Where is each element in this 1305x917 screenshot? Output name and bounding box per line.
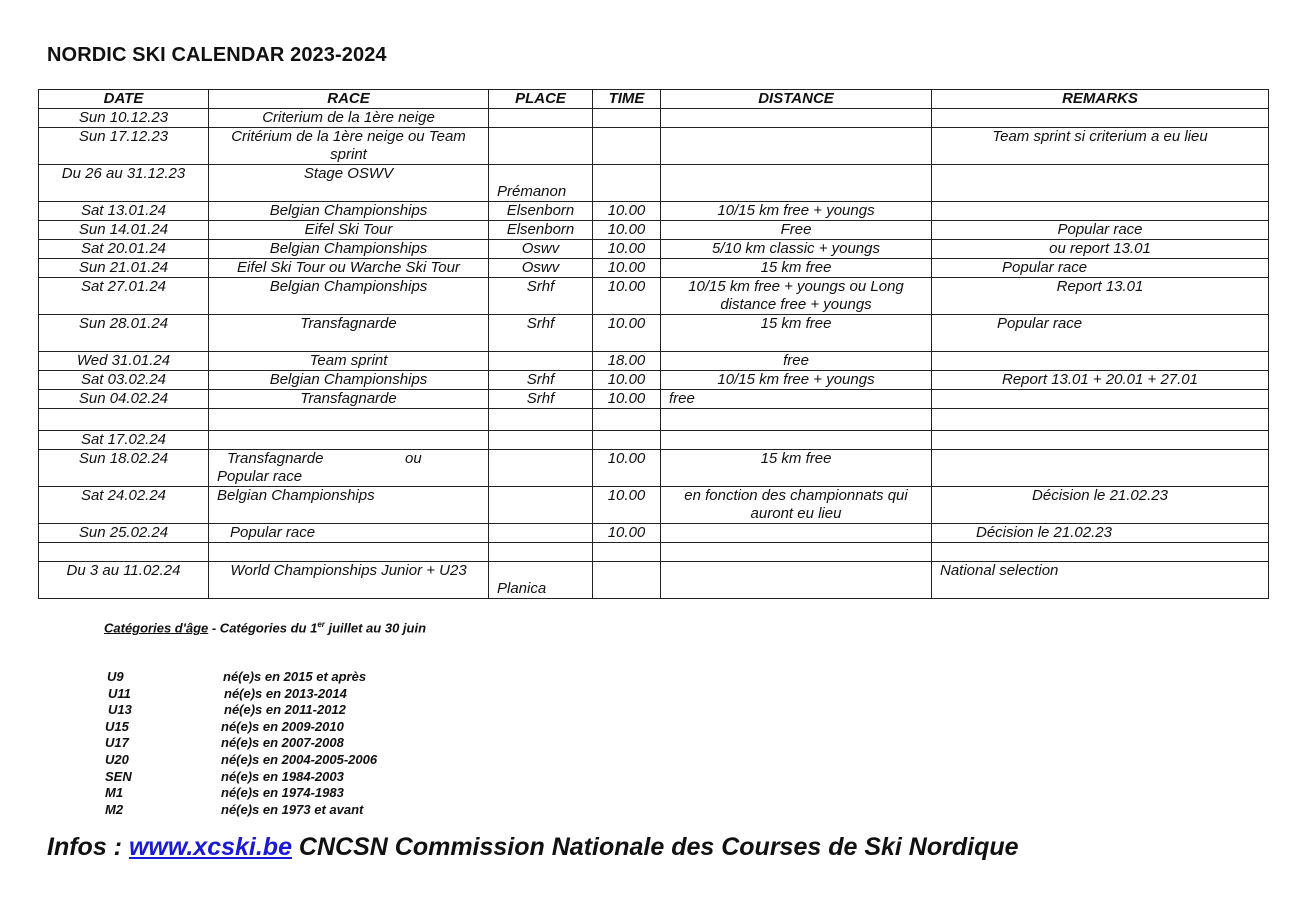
cell-distance	[661, 524, 932, 543]
category-code: U9	[107, 669, 124, 684]
cell-date	[39, 409, 209, 431]
cell-place: Srhf	[489, 371, 593, 390]
list-item	[104, 785, 377, 802]
race-name: Transfagnarde	[227, 450, 324, 467]
cell-remarks	[932, 543, 1269, 562]
cell-place: Srhf	[489, 315, 593, 352]
cell-date: Wed 31.01.24	[39, 352, 209, 371]
cell-race: Transfagnarde	[209, 315, 489, 352]
cell-time	[593, 431, 661, 450]
website-link[interactable]: www.xcski.be	[128, 833, 292, 861]
table-row	[39, 371, 1269, 390]
cell-remarks	[932, 390, 1269, 409]
cell-distance: 5/10 km classic + youngs	[661, 240, 932, 259]
race-alt: Popular race	[217, 468, 303, 485]
cell-time	[593, 109, 661, 128]
cell-remarks	[932, 431, 1269, 450]
table-row	[39, 259, 1269, 278]
cell-date: Sun 18.02.24	[39, 450, 209, 487]
cell-date: Sun 10.12.23	[39, 109, 209, 128]
cell-place: Planica	[489, 562, 593, 599]
table-row	[39, 109, 1269, 128]
cell-date: Sun 17.12.23	[39, 128, 209, 165]
category-code: M1	[105, 785, 124, 801]
list-item	[104, 686, 377, 703]
cell-place: Elsenborn	[489, 202, 593, 221]
page-title: NORDIC SKI CALENDAR 2023-2024	[47, 44, 387, 66]
cell-distance: free	[661, 352, 932, 371]
category-code: M2	[105, 801, 124, 817]
header-date: DATE	[39, 90, 209, 109]
categories-title-underlined: Catégories d'âge	[104, 620, 209, 636]
category-text: né(e)s en 2004-2005-2006	[221, 751, 378, 767]
cell-distance	[661, 128, 932, 165]
cell-place	[489, 352, 593, 371]
cell-remarks: Report 13.01	[932, 278, 1269, 315]
header-race: RACE	[209, 90, 489, 109]
category-code: SEN	[105, 768, 132, 784]
cell-distance: free	[661, 390, 932, 409]
cell-race: Belgian Championships	[209, 371, 489, 390]
cell-distance	[661, 409, 932, 431]
cell-date: Sat 27.01.24	[39, 278, 209, 315]
table-row	[39, 543, 1269, 562]
race-or: ou	[405, 450, 422, 467]
cell-distance: 10/15 km free + youngs	[661, 371, 932, 390]
cell-place	[489, 109, 593, 128]
cell-time: 10.00	[593, 371, 661, 390]
header-time: TIME	[593, 90, 661, 109]
header-remarks: REMARKS	[932, 90, 1269, 109]
cell-race	[209, 431, 489, 450]
cell-time: 10.00	[593, 259, 661, 278]
cell-remarks: Popular race	[932, 221, 1269, 240]
table-row	[39, 128, 1269, 165]
cell-race: Belgian Championships	[209, 487, 489, 524]
cell-time	[593, 409, 661, 431]
cell-remarks	[932, 202, 1269, 221]
cell-distance	[661, 562, 932, 599]
table-row	[39, 524, 1269, 543]
cell-time	[593, 128, 661, 165]
cell-time: 10.00	[593, 487, 661, 524]
cell-place: Prémanon	[489, 165, 593, 202]
list-item	[104, 702, 377, 719]
header-distance: DISTANCE	[661, 90, 932, 109]
cell-time: 10.00	[593, 315, 661, 352]
cell-place: Oswv	[489, 259, 593, 278]
cell-date: Sun 25.02.24	[39, 524, 209, 543]
cell-remarks	[932, 450, 1269, 487]
cell-place	[489, 543, 593, 562]
cell-time	[593, 562, 661, 599]
cell-remarks: Popular race	[932, 315, 1269, 352]
cell-distance: 10/15 km free + youngs ou Long distance free + youngs	[661, 278, 932, 315]
cell-remarks: Popular race	[932, 259, 1269, 278]
category-text: né(e)s en 1974-1983	[221, 785, 344, 801]
category-code: U20	[105, 751, 129, 767]
cell-place	[489, 128, 593, 165]
cell-date	[39, 543, 209, 562]
list-item	[104, 802, 377, 819]
cell-date: Sat 13.01.24	[39, 202, 209, 221]
cell-place	[489, 450, 593, 487]
cell-distance	[661, 165, 932, 202]
categories-title-end: juillet au 30 juin	[324, 620, 427, 636]
cell-race	[209, 543, 489, 562]
cell-date: Sat 17.02.24	[39, 431, 209, 450]
category-text: né(e)s en 2007-2008	[221, 735, 344, 751]
cell-time: 10.00	[593, 524, 661, 543]
cell-date: Sat 24.02.24	[39, 487, 209, 524]
cell-remarks: ou report 13.01	[932, 240, 1269, 259]
cell-place: Srhf	[489, 390, 593, 409]
cell-remarks: Décision le 21.02.23	[932, 524, 1269, 543]
cell-distance	[661, 109, 932, 128]
cell-race: Belgian Championships	[209, 278, 489, 315]
cell-remarks: Décision le 21.02.23	[932, 487, 1269, 524]
categories-title-rest: - Catégories du 1	[208, 620, 318, 636]
cell-remarks: Team sprint si criterium a eu lieu	[932, 128, 1269, 165]
cell-place: Oswv	[489, 240, 593, 259]
cell-date: Sat 03.02.24	[39, 371, 209, 390]
cell-place	[489, 524, 593, 543]
cell-place	[489, 487, 593, 524]
cell-date: Du 26 au 31.12.23	[39, 165, 209, 202]
cell-remarks	[932, 352, 1269, 371]
category-text: né(e)s en 2011-2012	[224, 702, 346, 718]
list-item	[104, 735, 377, 752]
cell-race: Popular race	[209, 524, 489, 543]
category-code: U13	[108, 702, 132, 718]
cell-race: Critérium de la 1ère neige ou Team sprint	[209, 128, 489, 165]
cell-time: 10.00	[593, 278, 661, 315]
calendar-table	[38, 89, 1269, 599]
cell-remarks	[932, 409, 1269, 431]
cell-time: 10.00	[593, 240, 661, 259]
category-text: né(e)s en 2009-2010	[221, 718, 344, 734]
list-item	[104, 752, 377, 769]
cell-remarks	[932, 109, 1269, 128]
footer-suffix: CNCSN Commission Nationale des Courses de Ski Nordique	[291, 833, 1019, 861]
table-row	[39, 352, 1269, 371]
category-code: U15	[105, 718, 129, 734]
table-row	[39, 390, 1269, 409]
cell-distance: 15 km free	[661, 315, 932, 352]
cell-race: Team sprint	[209, 352, 489, 371]
cell-race: Stage OSWV	[209, 165, 489, 202]
cell-race: Criterium de la 1ère neige	[209, 109, 489, 128]
category-code: U11	[108, 685, 131, 701]
table-row	[39, 240, 1269, 259]
header-place: PLACE	[489, 90, 593, 109]
cell-remarks: Report 13.01 + 20.01 + 27.01	[932, 371, 1269, 390]
cell-time: 18.00	[593, 352, 661, 371]
list-item	[104, 719, 377, 736]
cell-distance: en fonction des championnats qui auront eu lieu	[661, 487, 932, 524]
list-item	[104, 769, 377, 786]
cell-race: Belgian Championships	[209, 240, 489, 259]
table-row	[39, 409, 1269, 431]
cell-date: Sun 28.01.24	[39, 315, 209, 352]
category-text: né(e)s en 2015 et après	[223, 669, 367, 684]
cell-distance: Free	[661, 221, 932, 240]
cell-distance	[661, 543, 932, 562]
cell-time: 10.00	[593, 221, 661, 240]
cell-distance: 15 km free	[661, 450, 932, 487]
cell-race	[209, 450, 489, 487]
list-item	[104, 669, 377, 686]
cell-distance: 10/15 km free + youngs	[661, 202, 932, 221]
cell-date: Sun 21.01.24	[39, 259, 209, 278]
table-row	[39, 487, 1269, 524]
cell-date: Sun 14.01.24	[39, 221, 209, 240]
cell-date: Du 3 au 11.02.24	[39, 562, 209, 599]
categories-title-sup: er	[317, 620, 325, 629]
cell-time: 10.00	[593, 202, 661, 221]
category-code: U17	[105, 735, 129, 751]
table-row	[39, 278, 1269, 315]
cell-distance: 15 km free	[661, 259, 932, 278]
table-row	[39, 221, 1269, 240]
table-header-row	[39, 90, 1269, 109]
table-row	[39, 165, 1269, 202]
cell-time: 10.00	[593, 450, 661, 487]
cell-time	[593, 165, 661, 202]
cell-race: Eifel Ski Tour ou Warche Ski Tour	[209, 259, 489, 278]
footer-info	[47, 833, 1019, 862]
cell-remarks: National selection	[932, 562, 1269, 599]
cell-time	[593, 543, 661, 562]
table-row	[39, 315, 1269, 352]
category-text: né(e)s en 2013-2014	[224, 685, 347, 701]
cell-time: 10.00	[593, 390, 661, 409]
cell-race	[209, 409, 489, 431]
category-text: né(e)s en 1973 et avant	[221, 801, 364, 817]
categories-list	[104, 669, 377, 818]
categories-title	[104, 620, 426, 635]
footer-prefix: Infos :	[47, 833, 129, 861]
cell-place: Srhf	[489, 278, 593, 315]
cell-race: Belgian Championships	[209, 202, 489, 221]
table-row	[39, 562, 1269, 599]
category-text: né(e)s en 1984-2003	[221, 768, 344, 784]
cell-race: World Championships Junior + U23	[209, 562, 489, 599]
cell-place	[489, 431, 593, 450]
cell-date: Sat 20.01.24	[39, 240, 209, 259]
table-row	[39, 431, 1269, 450]
cell-race: Transfagnarde	[209, 390, 489, 409]
cell-remarks	[932, 165, 1269, 202]
cell-date: Sun 04.02.24	[39, 390, 209, 409]
cell-distance	[661, 431, 932, 450]
table-row	[39, 202, 1269, 221]
cell-race: Eifel Ski Tour	[209, 221, 489, 240]
table-row	[39, 450, 1269, 487]
cell-place: Elsenborn	[489, 221, 593, 240]
cell-place	[489, 409, 593, 431]
